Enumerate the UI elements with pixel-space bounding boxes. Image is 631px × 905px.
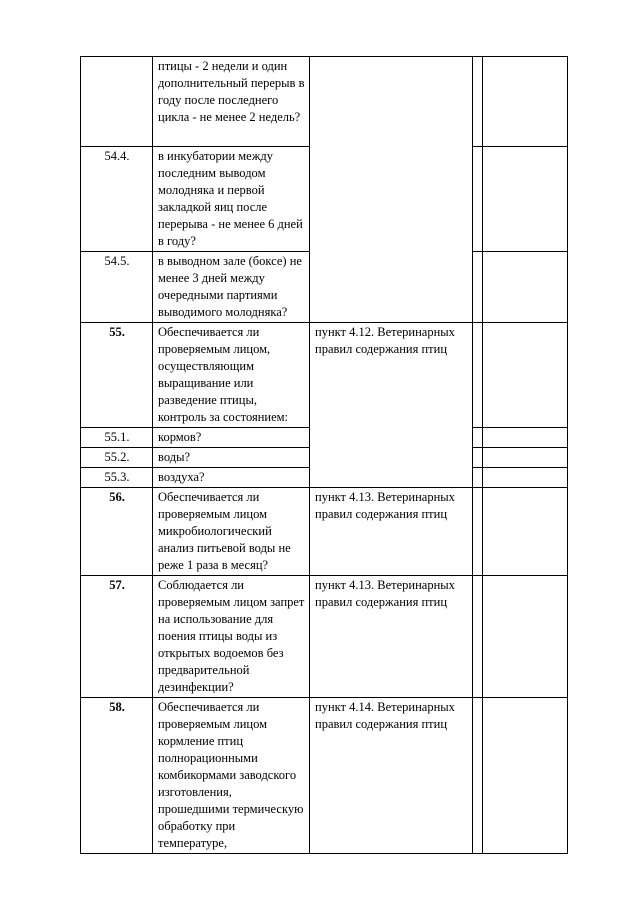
question-text: в выводном зале (боксе) не менее 3 дней между очередными партиями выводимого молодняка? xyxy=(153,252,310,323)
reference-cell: пункт 4.14. Ветеринарных правил содержания птиц xyxy=(310,698,473,854)
table-row xyxy=(81,323,568,428)
answer-cell-blank xyxy=(473,428,483,448)
reference-cell: пункт 4.12. Ветеринарных правил содержания птиц xyxy=(310,323,473,488)
item-number: 54.5. xyxy=(81,252,153,323)
note-cell xyxy=(483,468,568,488)
answer-cell-blank xyxy=(473,468,483,488)
question-text: птицы - 2 недели и один дополнительный перерыв в году после последнего цикла - не менее 2 недель? xyxy=(153,57,310,147)
reference-cell xyxy=(310,57,473,323)
answer-cell-blank xyxy=(473,252,483,323)
answer-cell-blank xyxy=(473,576,483,698)
table-row xyxy=(81,698,568,854)
table-row xyxy=(81,488,568,576)
answer-cell-blank xyxy=(473,698,483,854)
question-text: в инкубатории между последним выводом молодняка и первой закладкой яиц после перерыва - не менее 6 дней в году? xyxy=(153,147,310,252)
table-row xyxy=(81,576,568,698)
item-number: 54.4. xyxy=(81,147,153,252)
item-number: 58. xyxy=(81,698,153,854)
item-number: 57. xyxy=(81,576,153,698)
checklist-table xyxy=(80,56,568,854)
question-text: кормов? xyxy=(153,428,310,448)
question-text: воздуха? xyxy=(153,468,310,488)
item-number: 55.2. xyxy=(81,448,153,468)
note-cell xyxy=(483,323,568,428)
note-cell xyxy=(483,147,568,252)
item-number: 55.1. xyxy=(81,428,153,448)
reference-cell: пункт 4.13. Ветеринарных правил содержания птиц xyxy=(310,488,473,576)
answer-cell-blank xyxy=(473,57,483,147)
item-number: 55. xyxy=(81,323,153,428)
note-cell xyxy=(483,252,568,323)
question-text: воды? xyxy=(153,448,310,468)
table-row xyxy=(81,57,568,147)
reference-cell: пункт 4.13. Ветеринарных правил содержания птиц xyxy=(310,576,473,698)
question-text: Обеспечивается ли проверяемым лицом, осуществляющим выращивание или разведение птицы, контроль за состоянием: xyxy=(153,323,310,428)
answer-cell-blank xyxy=(473,488,483,576)
note-cell xyxy=(483,698,568,854)
question-text: Обеспечивается ли проверяемым лицом кормление птиц полнорационными комбикормами заводского изготовления, прошедшими термическую обработку при температуре, xyxy=(153,698,310,854)
note-cell xyxy=(483,448,568,468)
note-cell xyxy=(483,428,568,448)
answer-cell-blank xyxy=(473,147,483,252)
note-cell xyxy=(483,488,568,576)
item-number xyxy=(81,57,153,147)
note-cell xyxy=(483,57,568,147)
item-number: 56. xyxy=(81,488,153,576)
item-number: 55.3. xyxy=(81,468,153,488)
question-text: Обеспечивается ли проверяемым лицом микробиологический анализ питьевой воды не реже 1 раза в месяц? xyxy=(153,488,310,576)
question-text: Соблюдается ли проверяемым лицом запрет на использование для поения птицы воды из открытых водоемов без предварительной дезинфекции? xyxy=(153,576,310,698)
note-cell xyxy=(483,576,568,698)
answer-cell-blank xyxy=(473,448,483,468)
answer-cell-blank xyxy=(473,323,483,428)
